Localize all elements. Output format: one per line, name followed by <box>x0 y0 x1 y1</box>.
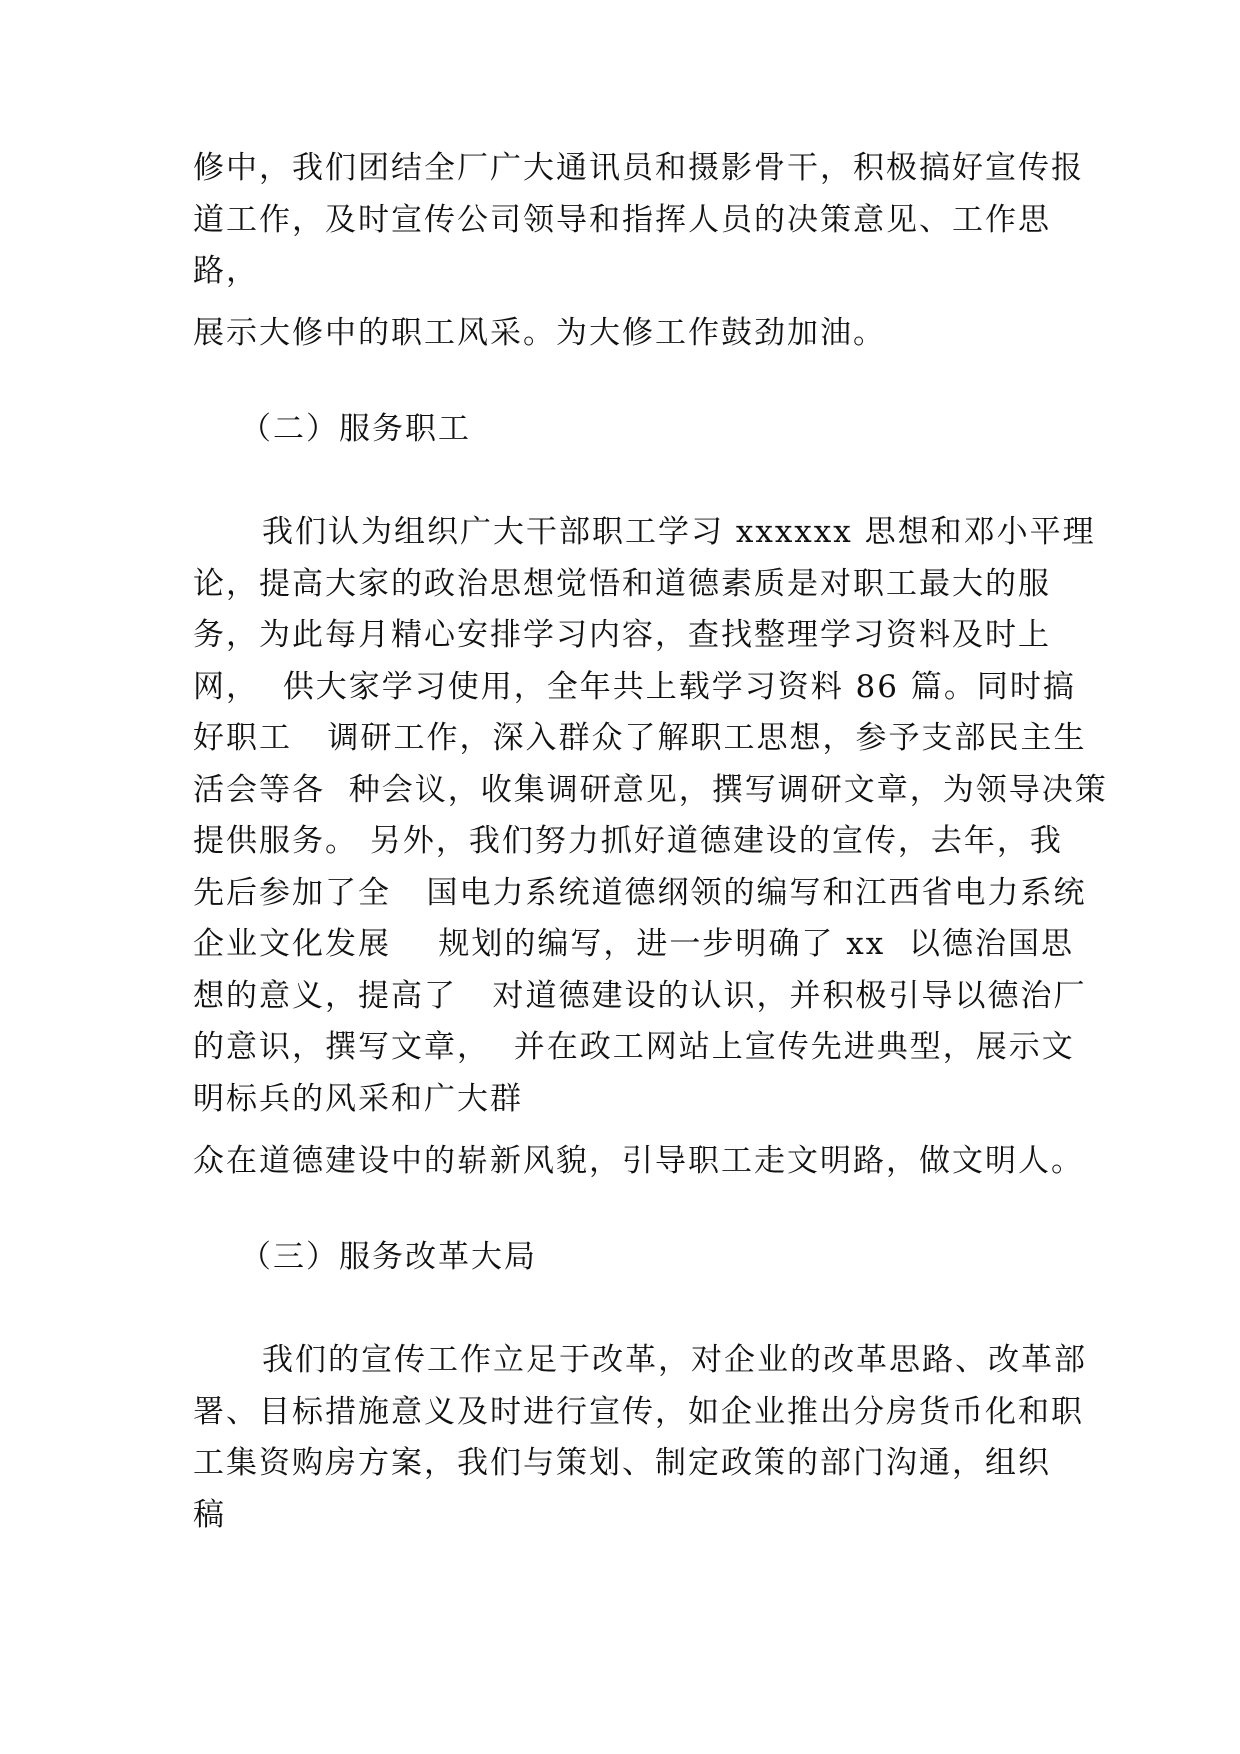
para1-line2: 道工作，及时宣传公司领导和指挥人员的决策意见、工作思 <box>193 202 1051 238</box>
section-heading-3: （三）服务改革大局 <box>240 1239 537 1275</box>
section-heading-2: （二）服务职工 <box>240 411 471 447</box>
para1-line3: 路， <box>193 253 259 289</box>
para3-line4: 稿 <box>193 1497 226 1533</box>
para1-line1: 修中，我们团结全厂广大通讯员和摄影骨干，积极搞好宣传报 <box>193 150 1084 186</box>
para2-line7: 提供服务。 另外，我们努力抓好道德建设的宣传，去年，我 <box>193 823 1063 859</box>
para2-line13: 众在道德建设中的崭新风貌，引导职工走文明路，做文明人。 <box>193 1143 1084 1179</box>
para2-line3: 务，为此每月精心安排学习内容，查找整理学习资料及时上 <box>193 617 1051 653</box>
para2-line5: 好职工 调研工作，深入群众了解职工思想，参予支部民主生 <box>193 720 1087 756</box>
para2-line2: 论，提高大家的政治思想觉悟和道德素质是对职工最大的服 <box>193 566 1051 602</box>
para3-line3: 工集资购房方案，我们与策划、制定政策的部门沟通，组织 <box>193 1445 1051 1481</box>
para2-line10: 想的意义，提高了 对道德建设的认识，并积极引导以德治厂 <box>193 978 1087 1014</box>
para2-line1: 我们认为组织广大干部职工学习 xxxxxx 思想和邓小平理 <box>262 514 1096 550</box>
para2-line4: 网， 供大家学习使用，全年共上载学习资料 86 篇。同时搞 <box>193 669 1076 705</box>
para2-line12: 明标兵的风采和广大群 <box>193 1081 523 1117</box>
para3-line1: 我们的宣传工作立足于改革，对企业的改革思路、改革部 <box>262 1342 1087 1378</box>
para2-line9: 企业文化发展 规划的编写，进一步明确了 xx 以德治国思 <box>193 926 1074 962</box>
para2-line6: 活会等各 种会议，收集调研意见，撰写调研文章，为领导决策 <box>193 772 1108 808</box>
para3-line2: 署、目标措施意义及时进行宣传，如企业推出分房货币化和职 <box>193 1394 1084 1430</box>
para2-line8: 先后参加了全 国电力系统道德纲领的编写和江西省电力系统 <box>193 875 1087 911</box>
para2-line11: 的意识，撰写文章， 并在政工网站上宣传先进典型，展示文 <box>193 1029 1075 1065</box>
para1-line4: 展示大修中的职工风采。为大修工作鼓劲加油。 <box>193 315 886 351</box>
